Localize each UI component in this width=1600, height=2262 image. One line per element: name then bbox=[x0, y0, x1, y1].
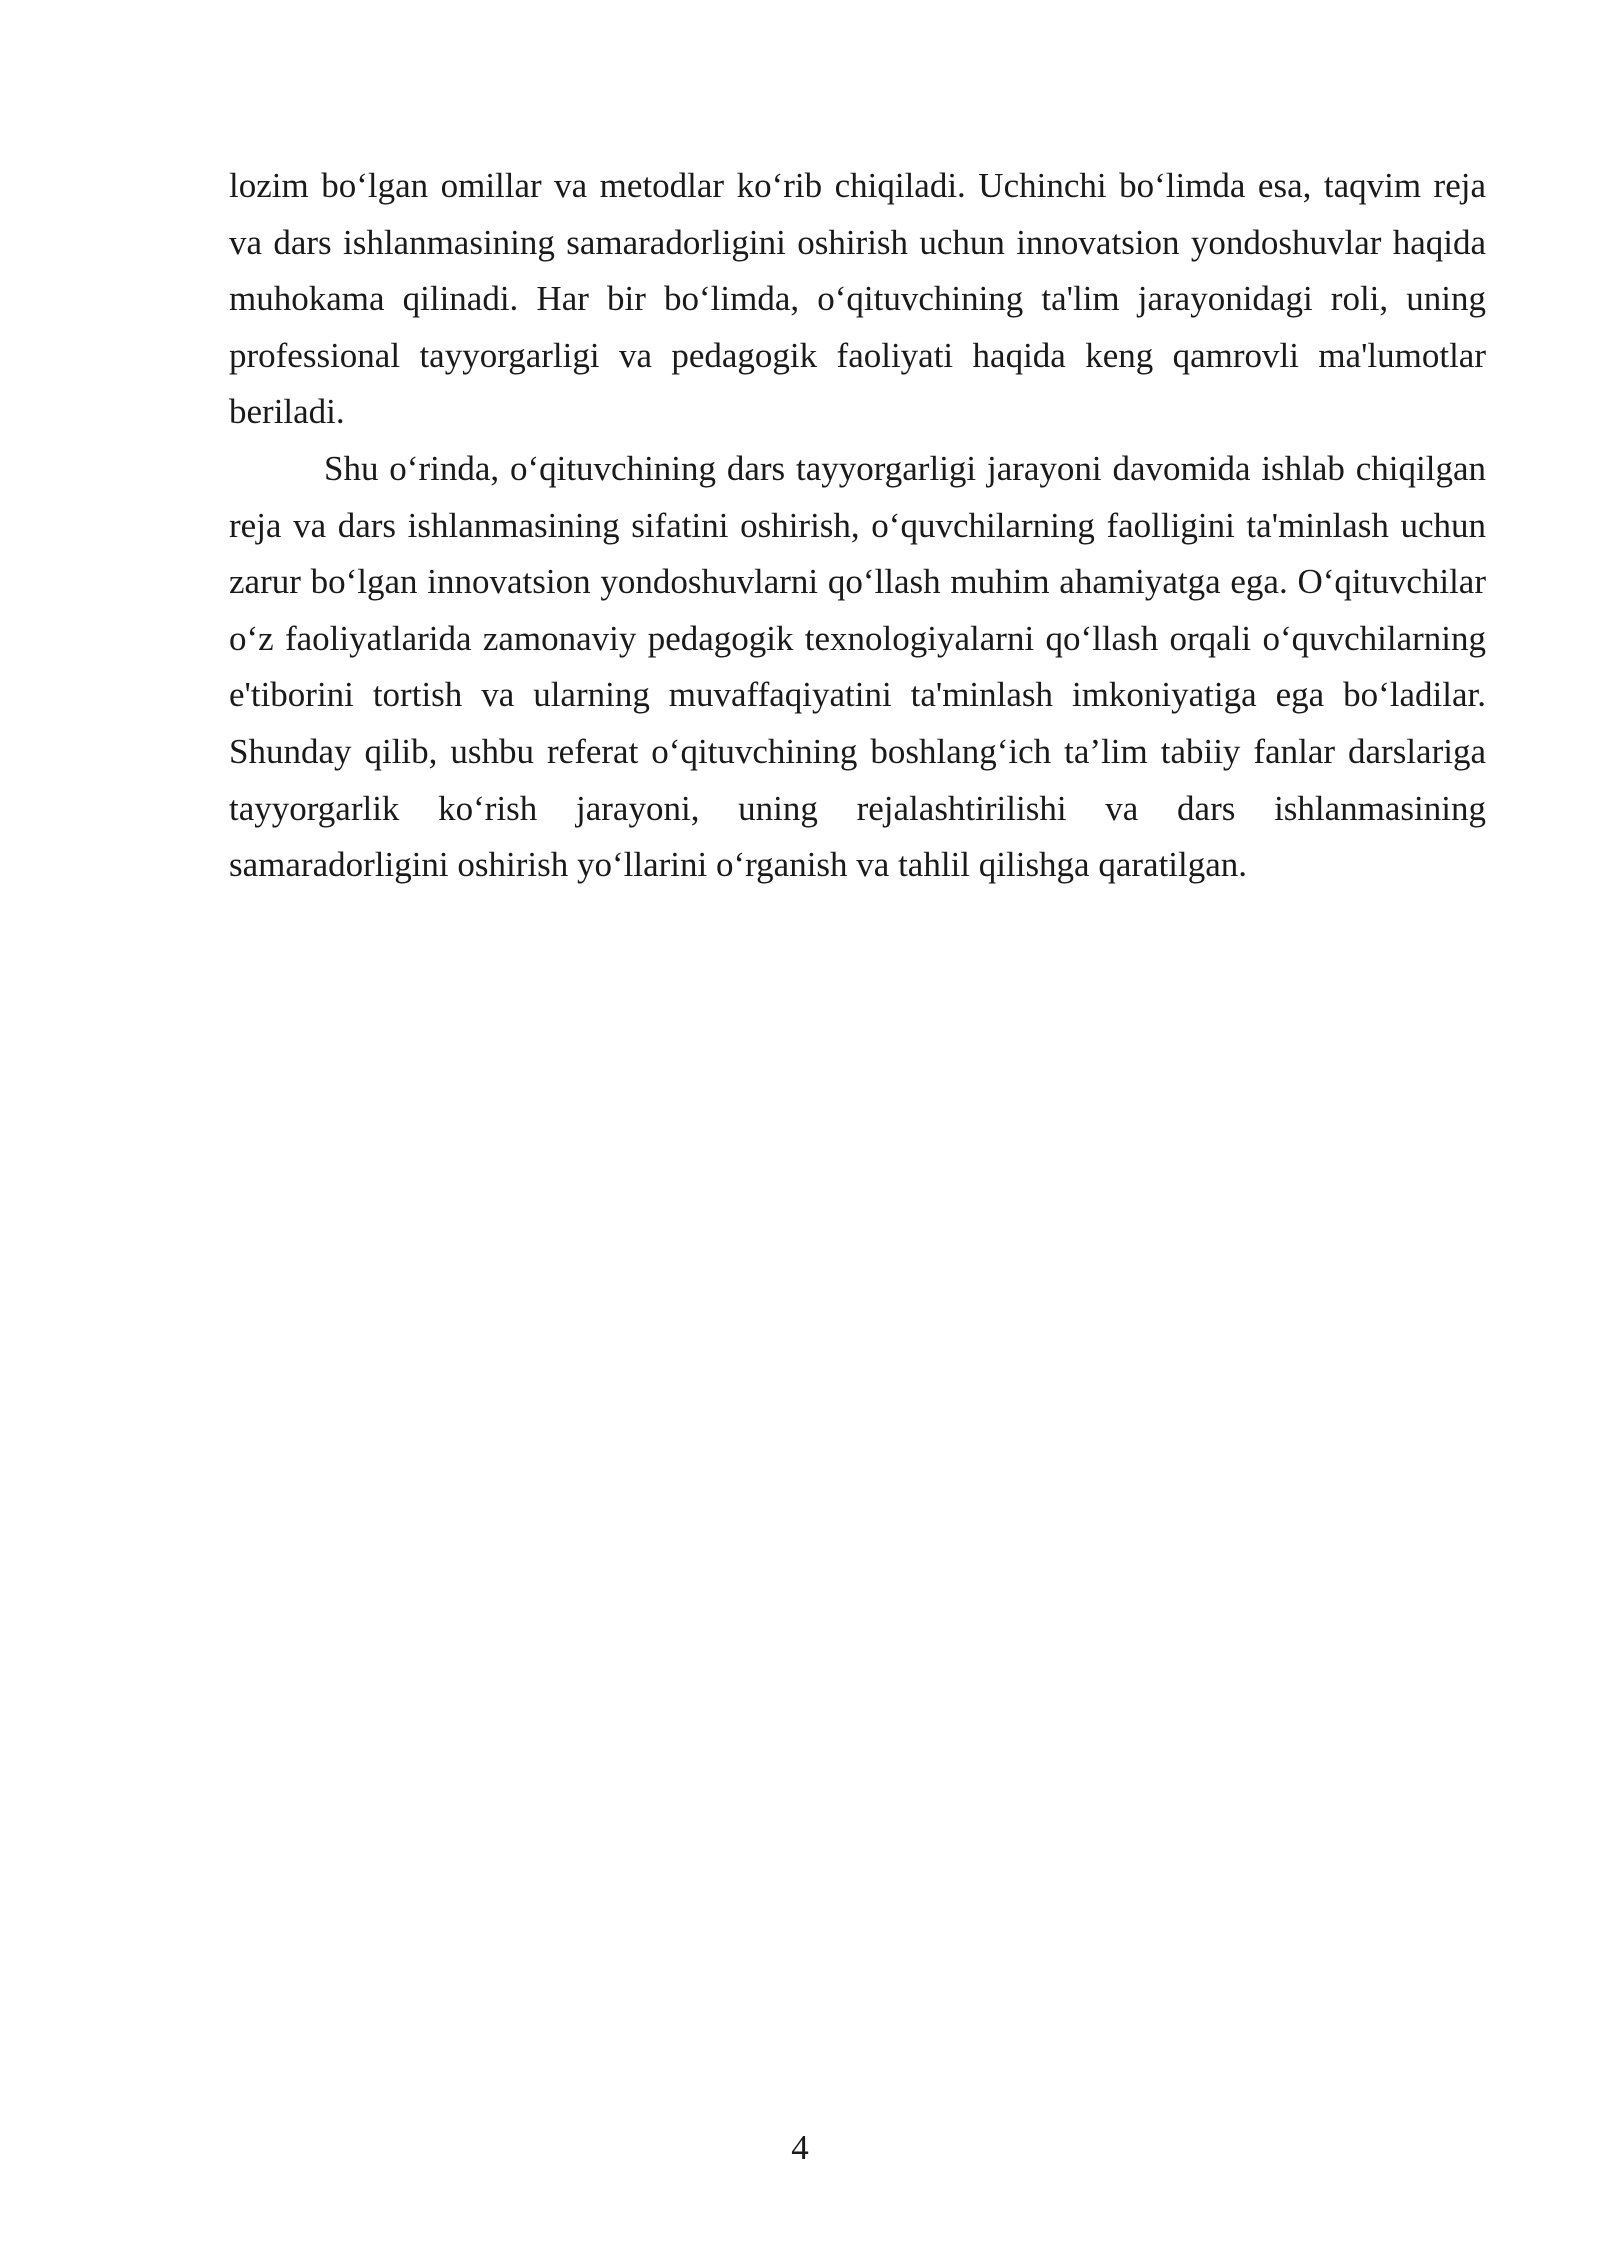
page-number: 4 bbox=[791, 2128, 809, 2167]
paragraph-indented: Shu o‘rinda, o‘qituvchining dars tayyorgarligi jarayoni davomida ishlab chiqilgan reja va dars ishlanmasining sifatini oshirish, o‘quvchilarning faolligini ta'minlash uchun zarur bo‘lgan innovatsion yondoshuvlarni qo‘llash muhim ahamiyatga ega. O‘qituvchilar o‘z faoliyatlarida zamonaviy pedagogik texnologiyalarni qo‘llash orqali o‘quvchilarning e'tiborini tortish va ularning muvaffaqiyatini ta'minlash imkoniyatiga ega bo‘ladilar. Shunday qilib, ushbu referat o‘qituvchining boshlang‘ich ta’lim tabiiy fanlar darslariga tayyorgarlik ko‘rish jarayoni, uning rejalashtirilishi va dars ishlanmasining samaradorligini oshirish yo‘llarini o‘rganish va tahlil qilishga qaratilgan. bbox=[229, 448, 1486, 885]
body-text bbox=[229, 158, 1486, 894]
paragraph-continuation: lozim bo‘lgan omillar va metodlar ko‘rib chiqiladi. Uchinchi bo‘limda esa, taqvim reja va dars ishlanmasining samaradorligini oshirish uchun innovatsion yondoshuvlar haqida muhokama qilinadi. Har bir bo‘limda, o‘qituvchining ta'lim jarayonidagi roli, uning professional tayyorgarligi va pedagogik faoliyati haqida keng qamrovli ma'lumotlar beriladi. bbox=[229, 166, 1486, 432]
